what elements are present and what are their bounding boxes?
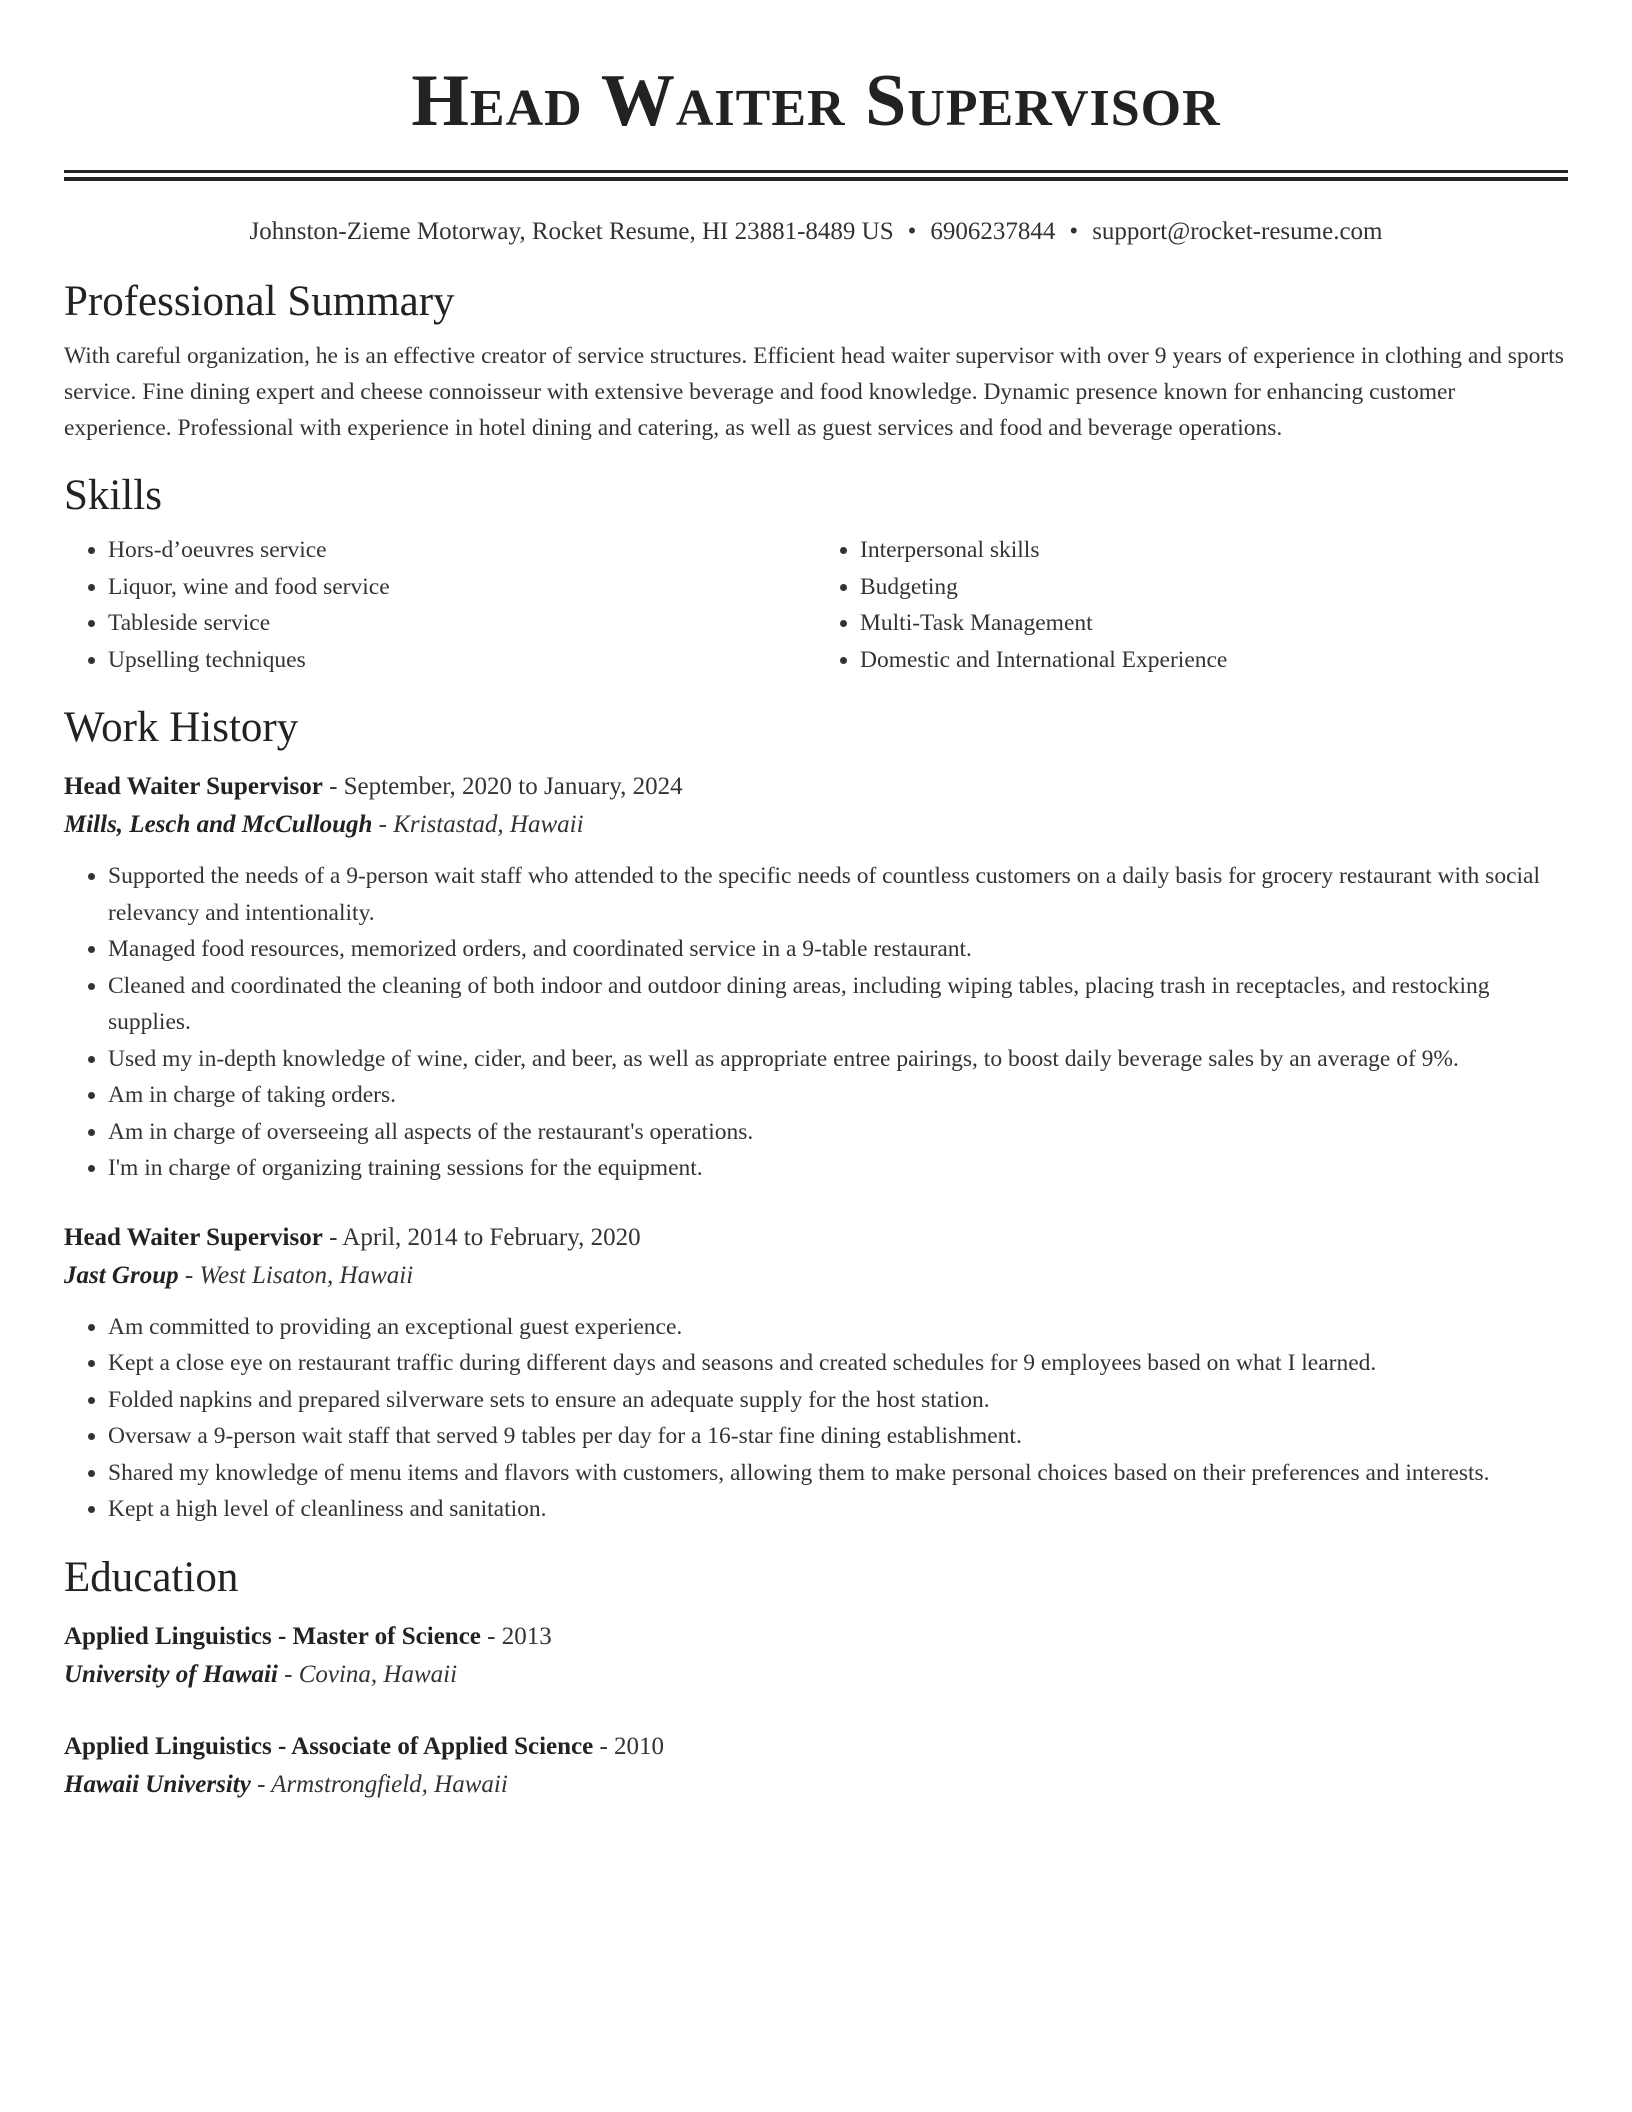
- skill-item: • Multi-Task Management: [860, 605, 1568, 642]
- work-section: [64, 700, 1568, 1528]
- job-bullets: [64, 858, 1568, 1187]
- education-section: [64, 1550, 1568, 1804]
- job-bullet: • Managed food resources, memorized orders, and coordinated service in a 9-table restaurant.: [108, 931, 1568, 968]
- contact-address: Johnston-Zieme Motorway, Rocket Resume, HI 23881-8489 US: [249, 218, 894, 245]
- header-divider: [64, 170, 1568, 181]
- job-bullets: [64, 1309, 1568, 1528]
- job-company-line: [64, 1257, 1568, 1295]
- job-company: Mills, Lesch and McCullough: [64, 811, 373, 838]
- contact-phone: 6906237844: [930, 218, 1056, 245]
- job-location: - Kristastad, Hawaii: [378, 811, 584, 838]
- skill-item: • Domestic and International Experience: [860, 642, 1568, 679]
- job-bullet: • Kept a close eye on restaurant traffic during different days and seasons and created schedules for 9 employees based on what I learned.: [108, 1345, 1568, 1382]
- contact-separator: •: [1069, 218, 1079, 245]
- job-entry: [64, 768, 1568, 1187]
- degree-name: Applied Linguistics - Associate of Applied Science: [64, 1732, 594, 1760]
- school-name: University of Hawaii: [64, 1660, 278, 1688]
- job-dates: - September, 2020 to January, 2024: [329, 773, 683, 800]
- degree-line: [64, 1618, 1568, 1656]
- contact-email: support@rocket-resume.com: [1092, 218, 1383, 245]
- job-entry: [64, 1219, 1568, 1528]
- education-entry: [64, 1728, 1568, 1804]
- contact-line: [64, 215, 1568, 249]
- job-bullet: • Folded napkins and prepared silverware sets to ensure an adequate supply for the host station.: [108, 1382, 1568, 1419]
- skill-item: • Upselling techniques: [108, 642, 816, 679]
- skill-item: • Hors-d’oeuvres service: [108, 532, 816, 569]
- job-bullet: • Shared my knowledge of menu items and flavors with customers, allowing them to make personal choices based on their preferences and interests.: [108, 1455, 1568, 1492]
- job-bullet: • Kept a high level of cleanliness and sanitation.: [108, 1491, 1568, 1528]
- job-bullet: • Oversaw a 9-person wait staff that served 9 tables per day for a 16-star fine dining establishment.: [108, 1418, 1568, 1455]
- candidate-name: Head Waiter Supervisor: [411, 60, 1221, 142]
- summary-heading: Professional Summary: [64, 278, 455, 325]
- summary-text: With careful organization, he is an effective creator of service structures. Efficient head waiter supervisor with over 9 years of experience in clothing and sports service. Fine dining expert and cheese connoisseur with extensive beverage and food knowledge. Dynamic presence known for enhancing customer experience. Professional with experience in hotel dining and catering, as well as guest services and food and beverage operations.: [64, 343, 1564, 441]
- job-title-line: [64, 1219, 1568, 1257]
- degree-year: - 2013: [487, 1622, 552, 1650]
- degree-line: [64, 1728, 1568, 1766]
- skill-item: • Liquor, wine and food service: [108, 569, 816, 606]
- job-dates: - April, 2014 to February, 2020: [329, 1223, 641, 1251]
- school-location: - Armstrongfield, Hawaii: [257, 1770, 508, 1798]
- degree-year: - 2010: [599, 1732, 665, 1760]
- job-bullet: • Am committed to providing an exceptional guest experience.: [108, 1309, 1568, 1346]
- job-role: Head Waiter Supervisor: [64, 773, 323, 800]
- school-line: [64, 1656, 1568, 1694]
- school-location: - Covina, Hawaii: [284, 1660, 458, 1688]
- job-company: Jast Group: [64, 1261, 179, 1289]
- skill-item: • Interpersonal skills: [860, 532, 1568, 569]
- school-name: Hawaii University: [64, 1770, 251, 1798]
- education-heading: Education: [64, 1553, 239, 1601]
- skill-item: • Tableside service: [108, 605, 816, 642]
- job-role: Head Waiter Supervisor: [64, 1223, 323, 1251]
- job-bullet: • Am in charge of overseeing all aspects of the restaurant's operations.: [108, 1114, 1568, 1151]
- job-company-line: [64, 806, 1568, 844]
- job-bullet: • I'm in charge of organizing training sessions for the equipment.: [108, 1150, 1568, 1187]
- job-bullet: • Cleaned and coordinated the cleaning of both indoor and outdoor dining areas, including wiping tables, placing trash in receptacles, and restocking supplies.: [108, 968, 1568, 1041]
- skills-list-left: [64, 532, 816, 678]
- degree-name: Applied Linguistics - Master of Science: [64, 1622, 481, 1650]
- job-bullet: • Am in charge of taking orders.: [108, 1077, 1568, 1114]
- job-location: - West Lisaton, Hawaii: [184, 1261, 414, 1289]
- skills-heading: Skills: [64, 472, 162, 519]
- contact-separator: •: [907, 218, 917, 245]
- job-title-line: [64, 768, 1568, 806]
- job-bullet: • Used my in-depth knowledge of wine, cider, and beer, as well as appropriate entree pairings, to boost daily beverage sales by an average of 9%.: [108, 1041, 1568, 1078]
- education-entry: [64, 1618, 1568, 1694]
- job-bullet: • Supported the needs of a 9-person wait staff who attended to the specific needs of countless customers on a daily basis for grocery restaurant with social relevancy and intentionality.: [108, 858, 1568, 931]
- summary-section: [64, 274, 1568, 446]
- work-heading: Work History: [64, 704, 299, 751]
- school-line: [64, 1766, 1568, 1804]
- skills-list-right: [816, 532, 1568, 678]
- skills-columns: [64, 532, 1568, 678]
- skill-item: • Budgeting: [860, 569, 1568, 606]
- skills-section: [64, 468, 1568, 678]
